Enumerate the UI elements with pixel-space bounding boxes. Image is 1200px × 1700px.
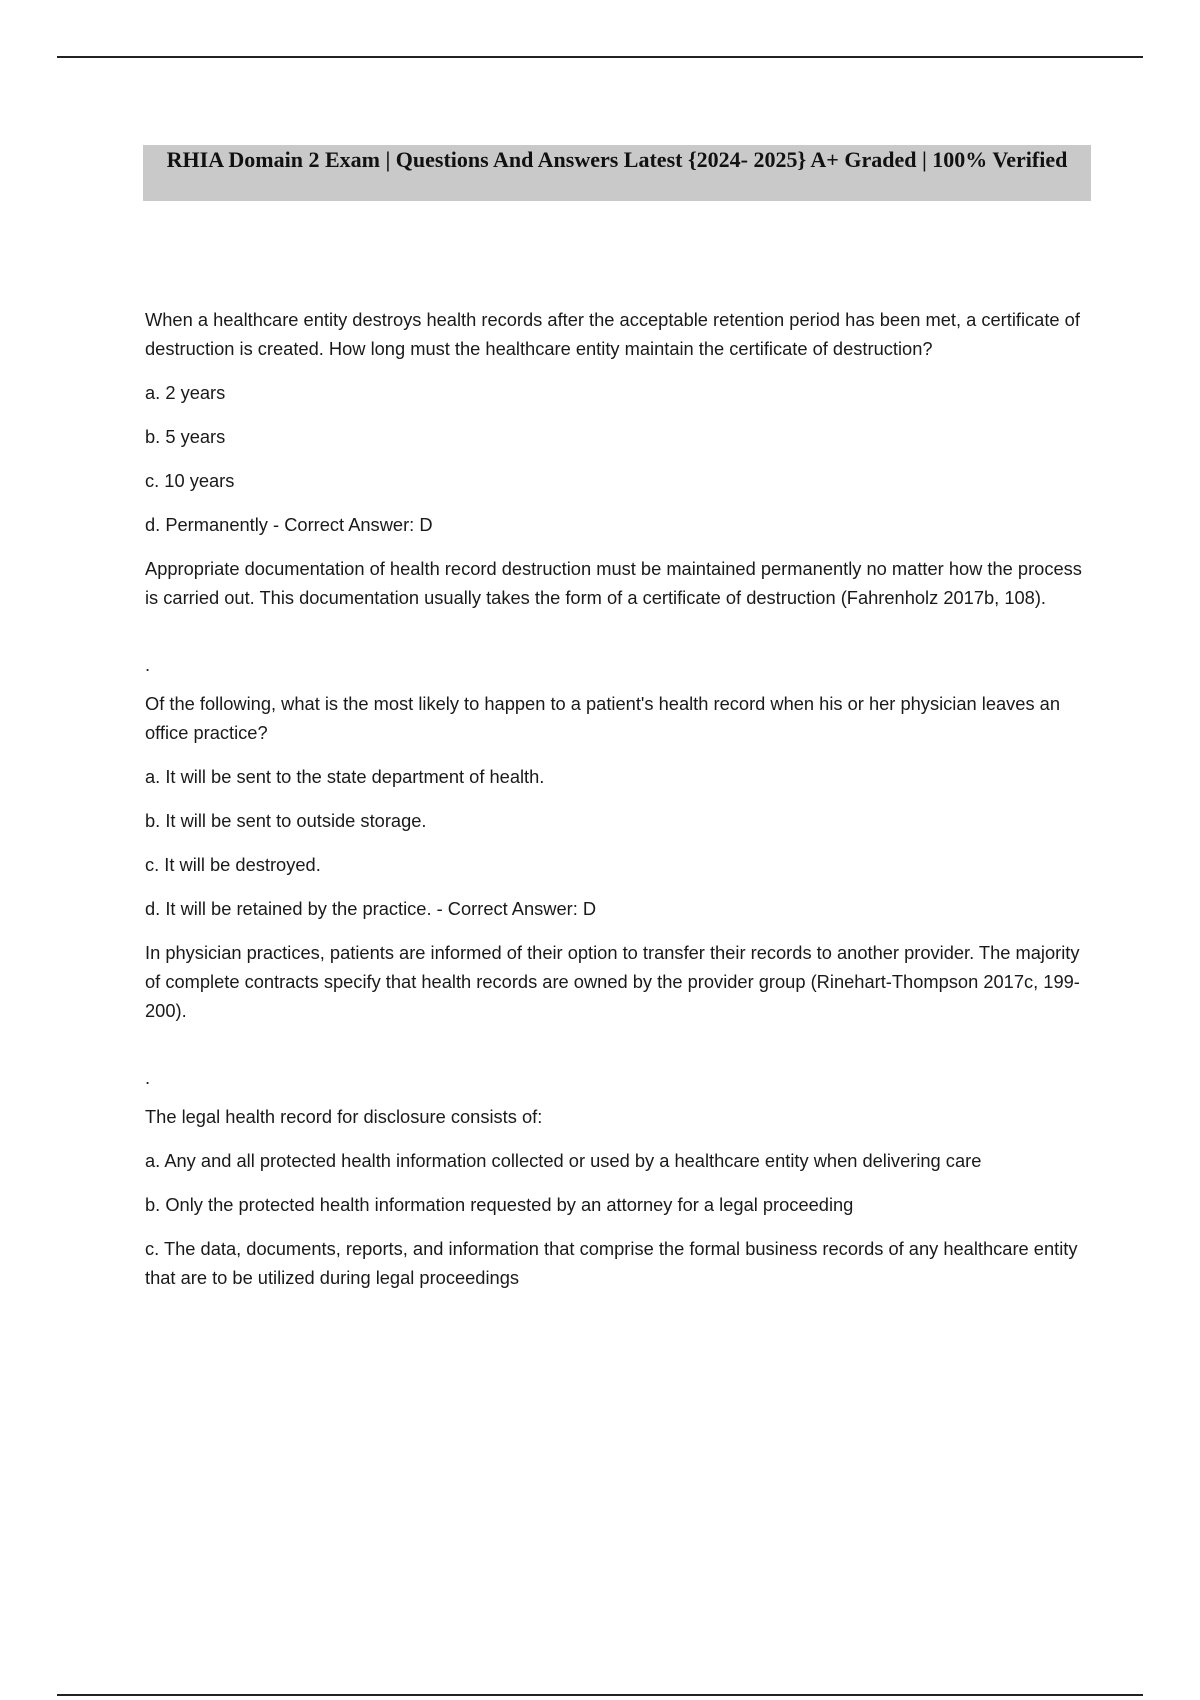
answer-option: d. It will be retained by the practice. - Correct Answer: D	[145, 898, 597, 919]
question-text: Of the following, what is the most likely to happen to a patient's health record when his or her physician leaves an office practice?	[145, 693, 1061, 743]
question-block-1	[145, 305, 1095, 612]
question-text: The legal health record for disclosure consists of:	[145, 1106, 543, 1127]
separator-dot: .	[145, 654, 151, 675]
answer-option: a. It will be sent to the state department of health.	[145, 766, 545, 787]
answer-option: c. It will be destroyed.	[145, 854, 321, 875]
question-text: When a healthcare entity destroys health records after the acceptable retention period has been met, a certificate of destruction is created. How long must the healthcare entity maintain the certificate of destruction?	[145, 309, 1080, 359]
top-rule	[57, 56, 1143, 58]
answer-option: a. Any and all protected health information collected or used by a healthcare entity when delivering care	[145, 1150, 982, 1171]
answer-option: c. 10 years	[145, 470, 235, 491]
answer-option: a. 2 years	[145, 382, 226, 403]
answer-option: b. 5 years	[145, 426, 226, 447]
separator-dot: .	[145, 1067, 151, 1088]
bottom-rule	[57, 1694, 1143, 1696]
answer-option: b. It will be sent to outside storage.	[145, 810, 427, 831]
question-block-3	[145, 1102, 1095, 1292]
question-block-2	[145, 689, 1095, 1025]
answer-option: d. Permanently - Correct Answer: D	[145, 514, 433, 535]
answer-option: c. The data, documents, reports, and information that comprise the formal business records of any healthcare entity that are to be utilized during legal proceedings	[145, 1238, 1078, 1288]
document-body	[145, 305, 1095, 1307]
answer-option: b. Only the protected health information requested by an attorney for a legal proceeding	[145, 1194, 854, 1215]
answer-explanation: In physician practices, patients are informed of their option to transfer their records to another provider. The majority of complete contracts specify that health records are owned by the provider group (Rinehart-Thompson 2017c, 199-200).	[145, 942, 1080, 1021]
document-title: RHIA Domain 2 Exam | Questions And Answers Latest {2024- 2025} A+ Graded | 100% Verified	[143, 145, 1091, 201]
answer-explanation: Appropriate documentation of health record destruction must be maintained permanently no matter how the process is carried out. This documentation usually takes the form of a certificate of destruction (Fahrenholz 2017b, 108).	[145, 558, 1082, 608]
